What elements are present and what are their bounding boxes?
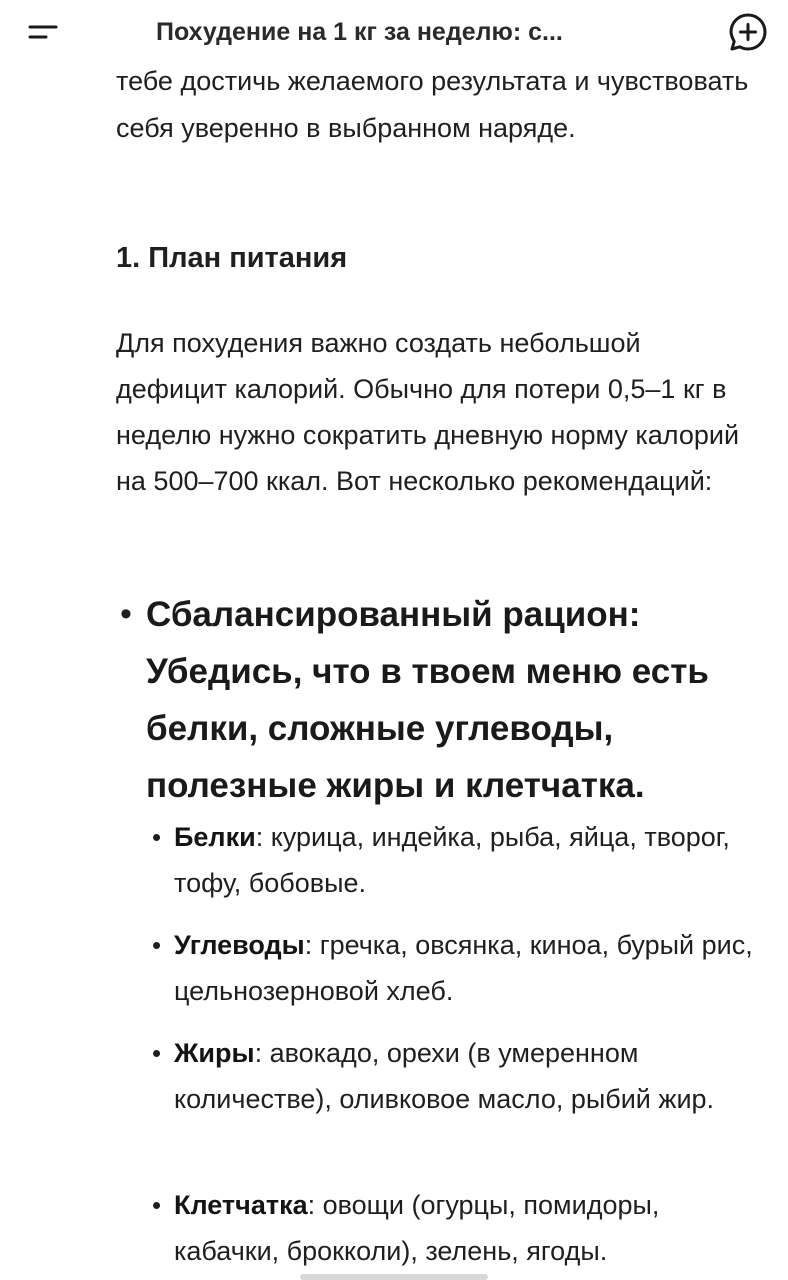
list-item-term: Жиры: [174, 1038, 255, 1068]
body-paragraph: Для похудения важно создать небольшой дефицит калорий. Обычно для потери 0,5–1 кг в неделю нужно сократить дневную норму калорий на 500–700 ккал. Вот несколько рекомендаций:: [116, 328, 740, 496]
list-item-text: : овощи (огурцы, помидоры, кабачки, брокколи), зелень, ягоды.: [174, 1190, 660, 1266]
new-chat-plus-icon[interactable]: [726, 10, 770, 54]
main-bullet-text: Сбалансированный рацион: Убедись, что в твоем меню есть белки, сложные углеводы, полезные жиры и клетчатка.: [146, 595, 709, 805]
list-item-text: : авокадо, орехи (в умеренном количестве), оливковое масло, рыбий жир.: [174, 1038, 715, 1114]
list-item-term: Белки: [174, 822, 256, 852]
main-bullet: [116, 586, 756, 814]
section-heading: 1. План питания: [116, 242, 348, 274]
top-bar: [0, 0, 788, 64]
list-item-text: : гречка, овсянка, киноа, бурый рис, цельнозерновой хлеб.: [174, 930, 753, 1006]
list-item: [150, 922, 760, 1014]
list-item-term: Клетчатка: [174, 1190, 308, 1220]
hamburger-menu-icon[interactable]: [24, 14, 64, 50]
list-item-term: Углеводы: [174, 930, 305, 960]
bullet-dot: •: [152, 1190, 162, 1220]
bullet-dot: •: [152, 822, 162, 852]
chat-title[interactable]: Похудение на 1 кг за неделю: с...: [156, 18, 563, 46]
scroll-indicator: [300, 1274, 488, 1280]
bullet-dot: •: [152, 930, 162, 960]
bullet-dot: •: [152, 1038, 162, 1068]
list-item-text: : курица, индейка, рыба, яйца, творог, тофу, бобовые.: [174, 822, 730, 898]
bullet-dot: •: [120, 595, 132, 633]
intro-paragraph: тебе достичь желаемого результата и чувствовать себя уверенно в выбранном наряде.: [116, 66, 749, 143]
list-item: [150, 1182, 760, 1274]
list-item: [150, 814, 760, 906]
list-item: [150, 1030, 760, 1122]
